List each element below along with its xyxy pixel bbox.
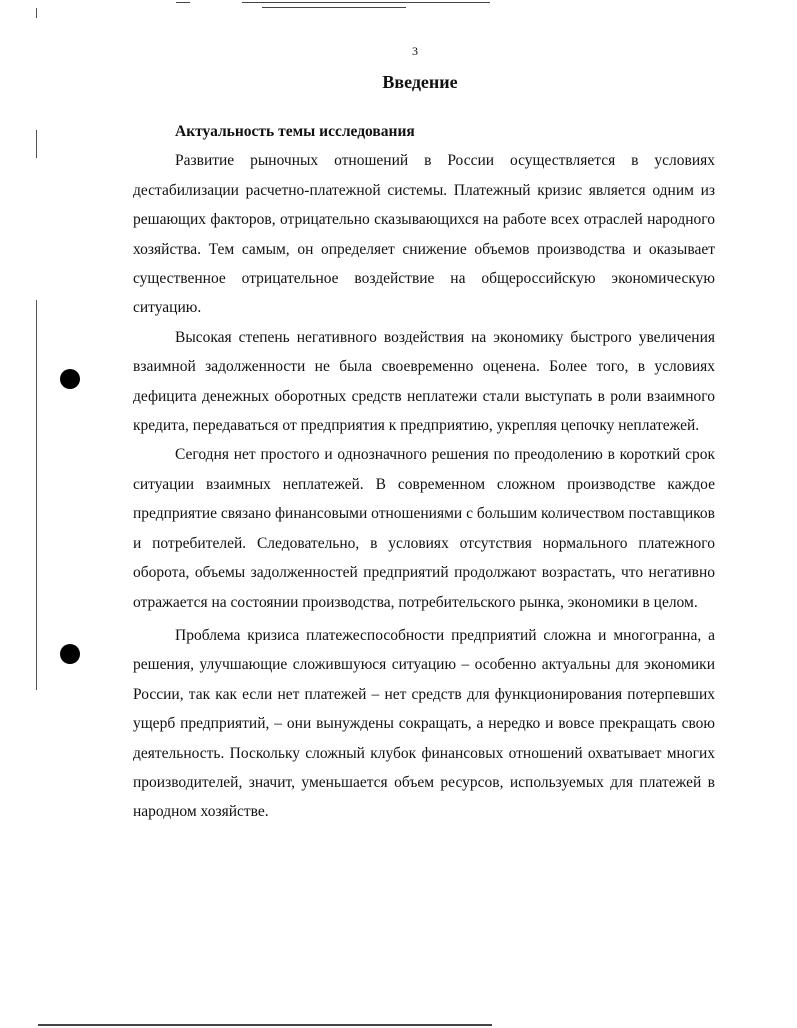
punch-hole-upper bbox=[60, 369, 80, 389]
scan-line-top-3 bbox=[262, 7, 406, 8]
edge-mark-upper bbox=[36, 130, 37, 158]
scan-line-top-1 bbox=[176, 2, 190, 3]
body-text bbox=[133, 117, 715, 827]
paragraph-1: Развитие рыночных отношений в России осуществляется в условиях дестабилизации расчетно-платежной системы. Платежный кризис является одним из решающих факторов, отрицательно сказывающихся на работе всех отраслей народного хозяйства. Тем самым, он определяет снижение объемов производства и оказывает существенное отрицательное воздействие на общероссийскую экономическую ситуацию. bbox=[133, 152, 715, 317]
paragraph-3: Сегодня нет простого и однозначного решения по преодолению в короткий срок ситуации взаимных неплатежей. В современном сложном производстве каждое предприятие связано финансовыми отношениями с большим количеством поставщиков и потребителей. Следовательно, в условиях отсутствия нормального платежного оборота, объемы задолженностей предприятий продолжают возрастать, что негативно отражается на состоянии производства, потребительского рынка, экономики в целом. bbox=[133, 446, 715, 611]
edge-mark-top bbox=[36, 8, 37, 18]
scan-line-top-2 bbox=[242, 2, 490, 3]
scan-line-bottom bbox=[38, 1024, 492, 1026]
page-title: Введение bbox=[382, 72, 458, 92]
paragraph-2: Высокая степень негативного воздействия на экономику быстрого увеличения взаимной задолженности не была своевременно оценена. Более того, в условиях дефицита денежных оборотных средств неплатежи стали выступать в роли взаимного кредита, передаваться от предприятия к предприятию, укрепляя цепочку неплатежей. bbox=[133, 328, 715, 435]
paragraph-4: Проблема кризиса платежеспособности предприятий сложна и многогранна, а решения, улучшающие сложившуюся ситуацию – особенно актуальны для экономики России, так как если нет платежей – нет средств для функционирования потерпевших ущерб предприятий, – они вынуждены сокращать, а нередко и вовсе прекращать свою деятельность. Поскольку сложный клубок финансовых отношений охватывает многих производителей, значит, уменьшается объем ресурсов, используемых для платежей в народном хозяйстве. bbox=[133, 626, 715, 821]
section-subheading: Актуальность темы исследования bbox=[175, 123, 415, 140]
punch-hole-lower bbox=[60, 644, 80, 664]
page-number: 3 bbox=[412, 44, 418, 58]
edge-mark-left bbox=[36, 300, 37, 690]
